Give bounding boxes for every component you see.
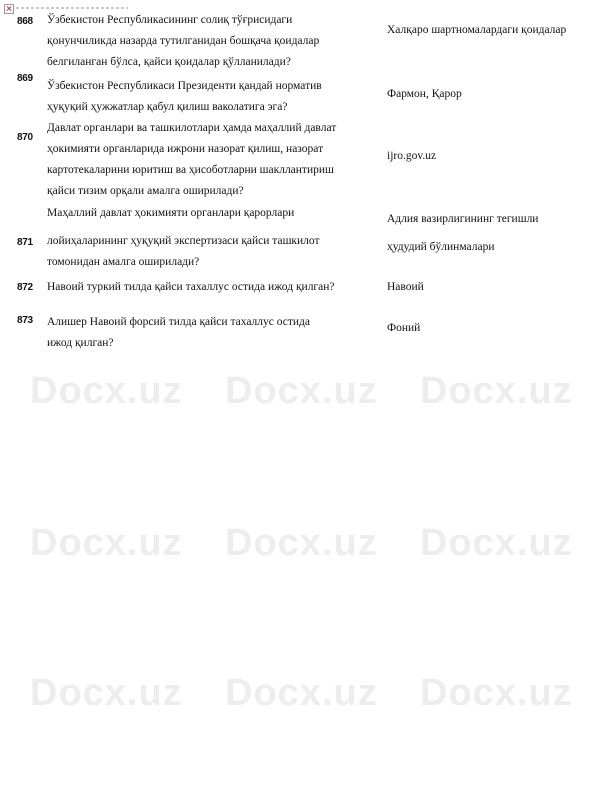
question-line: Давлат органлари ва ташкилотлари ҳамда маҳаллий давлат bbox=[47, 122, 337, 134]
question-line: лойиҳаларининг ҳуқуқий экспертизаси қайси ташкилот bbox=[47, 235, 320, 247]
question-number: 870 bbox=[17, 132, 33, 143]
watermark: Docx.uz bbox=[225, 370, 378, 412]
answer-line: Фоний bbox=[387, 322, 421, 334]
question-number: 873 bbox=[17, 315, 33, 326]
answer-text bbox=[387, 146, 597, 167]
answer-text bbox=[387, 277, 597, 298]
question-line: Навоий туркий тилда қайси тахаллус остида ижод қилган? bbox=[47, 281, 335, 293]
question-line: белгиланган бўлса, қайси қоидалар қўлланилади? bbox=[47, 56, 291, 68]
question-line: Маҳаллий давлат ҳокимияти органлари қарорлари bbox=[47, 207, 295, 219]
question-line: ҳуқуқий ҳужжатлар қабул қилиш ваколатига эга? bbox=[47, 101, 288, 113]
answer-line: ijro.gov.uz bbox=[387, 150, 437, 162]
watermark: Docx.uz bbox=[420, 672, 573, 714]
question-text bbox=[47, 312, 359, 354]
question-line: ҳокимияти органларида ижрони назорат қилиш, назорат bbox=[47, 143, 324, 155]
question-number: 872 bbox=[17, 282, 33, 293]
faint-header-line bbox=[16, 7, 128, 9]
question-number: 871 bbox=[17, 237, 33, 248]
watermark: Docx.uz bbox=[30, 672, 183, 714]
watermark: Docx.uz bbox=[420, 522, 573, 564]
question-line: Алишер Навоий форсий тилда қайси тахаллус остида bbox=[47, 316, 311, 328]
question-line: томонидан амалга оширилади? bbox=[47, 256, 200, 268]
question-text bbox=[47, 277, 359, 298]
answer-text bbox=[387, 209, 597, 258]
answer-text bbox=[387, 318, 597, 339]
watermark: Docx.uz bbox=[420, 370, 573, 412]
answer-line: Адлия вазирлигининг тегишли bbox=[387, 213, 539, 225]
question-text bbox=[47, 203, 359, 273]
question-text bbox=[47, 76, 359, 118]
question-line: қонунчиликда назарда тутилганидан бошқача қоидалар bbox=[47, 35, 320, 47]
question-number: 868 bbox=[17, 16, 33, 27]
answer-text bbox=[387, 20, 597, 41]
answer-text bbox=[387, 84, 597, 105]
answer-line: Навоий bbox=[387, 281, 424, 293]
answer-line: Халқаро шартномалардаги қоидалар bbox=[387, 24, 567, 36]
broken-image-icon bbox=[4, 4, 14, 14]
question-number: 869 bbox=[17, 73, 33, 84]
answer-line: ҳудудий бўлинмалари bbox=[387, 241, 495, 253]
question-text bbox=[47, 10, 359, 73]
watermark: Docx.uz bbox=[225, 522, 378, 564]
question-line: картотекаларини юритиш ва ҳисоботларни шакллантириш bbox=[47, 164, 334, 176]
watermark: Docx.uz bbox=[30, 522, 183, 564]
watermark: Docx.uz bbox=[225, 672, 378, 714]
question-text bbox=[47, 118, 359, 202]
watermark: Docx.uz bbox=[30, 370, 183, 412]
question-line: ижод қилган? bbox=[47, 337, 114, 349]
question-line: Ўзбекистон Республикаси Президенти қандай норматив bbox=[47, 80, 322, 92]
question-line: қайси тизим орқали амалга оширилади? bbox=[47, 185, 244, 197]
question-line: Ўзбекистон Республикасининг солиқ тўғрисидаги bbox=[47, 14, 293, 26]
answer-line: Фармон, Қарор bbox=[387, 88, 462, 100]
